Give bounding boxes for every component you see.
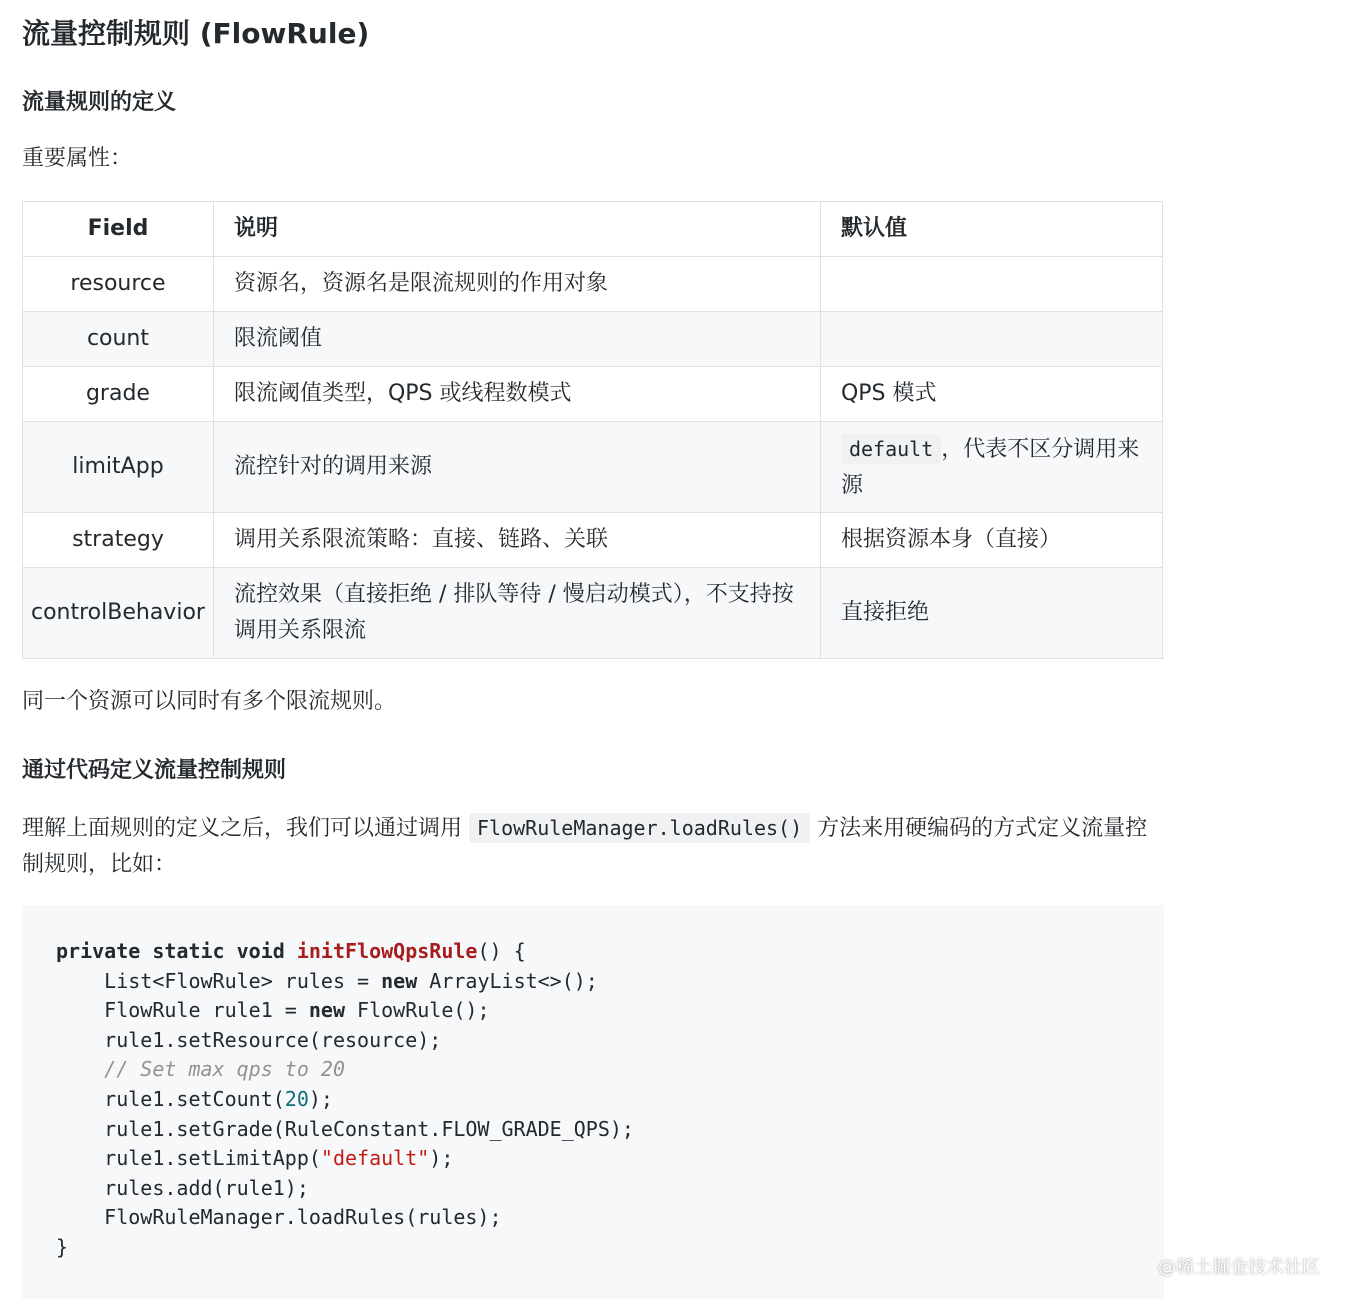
cell-default: 直接拒绝 xyxy=(820,568,1162,659)
cell-description: 限流阈值 xyxy=(213,312,820,367)
header-default: 默认值 xyxy=(820,202,1162,257)
code-text: FlowRule rule1 = xyxy=(56,998,309,1023)
code-text: ArrayList<>(); xyxy=(417,968,598,993)
code-text: rule1.setResource(resource); xyxy=(56,1027,442,1052)
section-heading-code: 通过代码定义流量控制规则 xyxy=(22,758,287,783)
inline-code-loadrules: FlowRuleManager.loadRules() xyxy=(469,813,810,843)
code-text: rules.add(rule1); xyxy=(56,1175,309,1200)
cell-field: controlBehavior xyxy=(23,568,214,659)
code-text: } xyxy=(56,1234,69,1259)
header-description: 说明 xyxy=(213,202,820,257)
table-row xyxy=(23,422,1163,513)
inline-code-default: default xyxy=(841,434,941,464)
cell-field: count xyxy=(23,312,214,367)
header-field: Field xyxy=(23,202,214,257)
code-text: rule1.setGrade(RuleConstant.FLOW_GRADE_QPS); xyxy=(56,1116,634,1141)
cell-description: 资源名，资源名是限流规则的作用对象 xyxy=(213,257,820,312)
table-row xyxy=(23,568,1163,659)
code-number: 20 xyxy=(284,1086,309,1111)
code-intro-before: 理解上面规则的定义之后，我们可以通过调用 xyxy=(22,816,463,841)
code-keyword: new xyxy=(308,998,345,1023)
code-text: rule1.setLimitApp( xyxy=(56,1146,321,1171)
code-function-name: initFlowQpsRule xyxy=(296,939,478,963)
code-text: ); xyxy=(429,1146,454,1171)
code-intro-after: 方法来用硬编码的方式定义流量控制规则，比如： xyxy=(22,816,1148,877)
table-row xyxy=(23,513,1163,568)
section-heading-definition: 流量规则的定义 xyxy=(22,90,177,115)
code-block xyxy=(22,905,1164,1299)
cell-default xyxy=(820,257,1162,312)
cell-default: QPS 模式 xyxy=(820,367,1162,422)
table-row xyxy=(23,367,1163,422)
cell-description: 流控针对的调用来源 xyxy=(213,422,820,513)
page-title: 流量控制规则 (FlowRule) xyxy=(22,17,370,50)
code-text: rule1.setCount( xyxy=(56,1086,285,1111)
code-text: List<FlowRule> rules = xyxy=(56,968,382,993)
table-row xyxy=(23,257,1163,312)
code-text: FlowRule(); xyxy=(345,998,490,1023)
cell-field: resource xyxy=(23,257,214,312)
table-row xyxy=(23,312,1163,367)
flow-rule-attributes-table xyxy=(22,201,1163,659)
cell-field: limitApp xyxy=(23,422,214,513)
cell-default-text: ，代表不区分调用来源 xyxy=(840,436,1140,498)
cell-field: strategy xyxy=(23,513,214,568)
code-text: FlowRuleManager.loadRules(rules); xyxy=(56,1205,502,1230)
code-text: ); xyxy=(308,1086,333,1111)
cell-description: 流控效果（直接拒绝 / 排队等待 / 慢启动模式），不支持按调用关系限流 xyxy=(213,568,820,659)
cell-default xyxy=(820,422,1162,513)
cell-default: 根据资源本身（直接） xyxy=(820,513,1162,568)
code-string: "default" xyxy=(320,1146,430,1171)
after-table-note: 同一个资源可以同时有多个限流规则。 xyxy=(22,689,397,714)
cell-field: grade xyxy=(23,367,214,422)
code-keyword: private static void xyxy=(56,939,297,963)
table-header-row xyxy=(23,202,1163,257)
code-intro-paragraph xyxy=(22,810,1164,883)
code-keyword: new xyxy=(381,968,418,993)
cell-default xyxy=(820,312,1162,367)
cell-description: 限流阈值类型，QPS 或线程数模式 xyxy=(213,367,820,422)
code-comment: // Set max qps to 20 xyxy=(56,1057,345,1082)
cell-description: 调用关系限流策略：直接、链路、关联 xyxy=(213,513,820,568)
code-text: () { xyxy=(477,939,526,963)
watermark: @稀土掘金技术社区 xyxy=(1158,1257,1320,1278)
props-intro: 重要属性： xyxy=(22,146,133,171)
